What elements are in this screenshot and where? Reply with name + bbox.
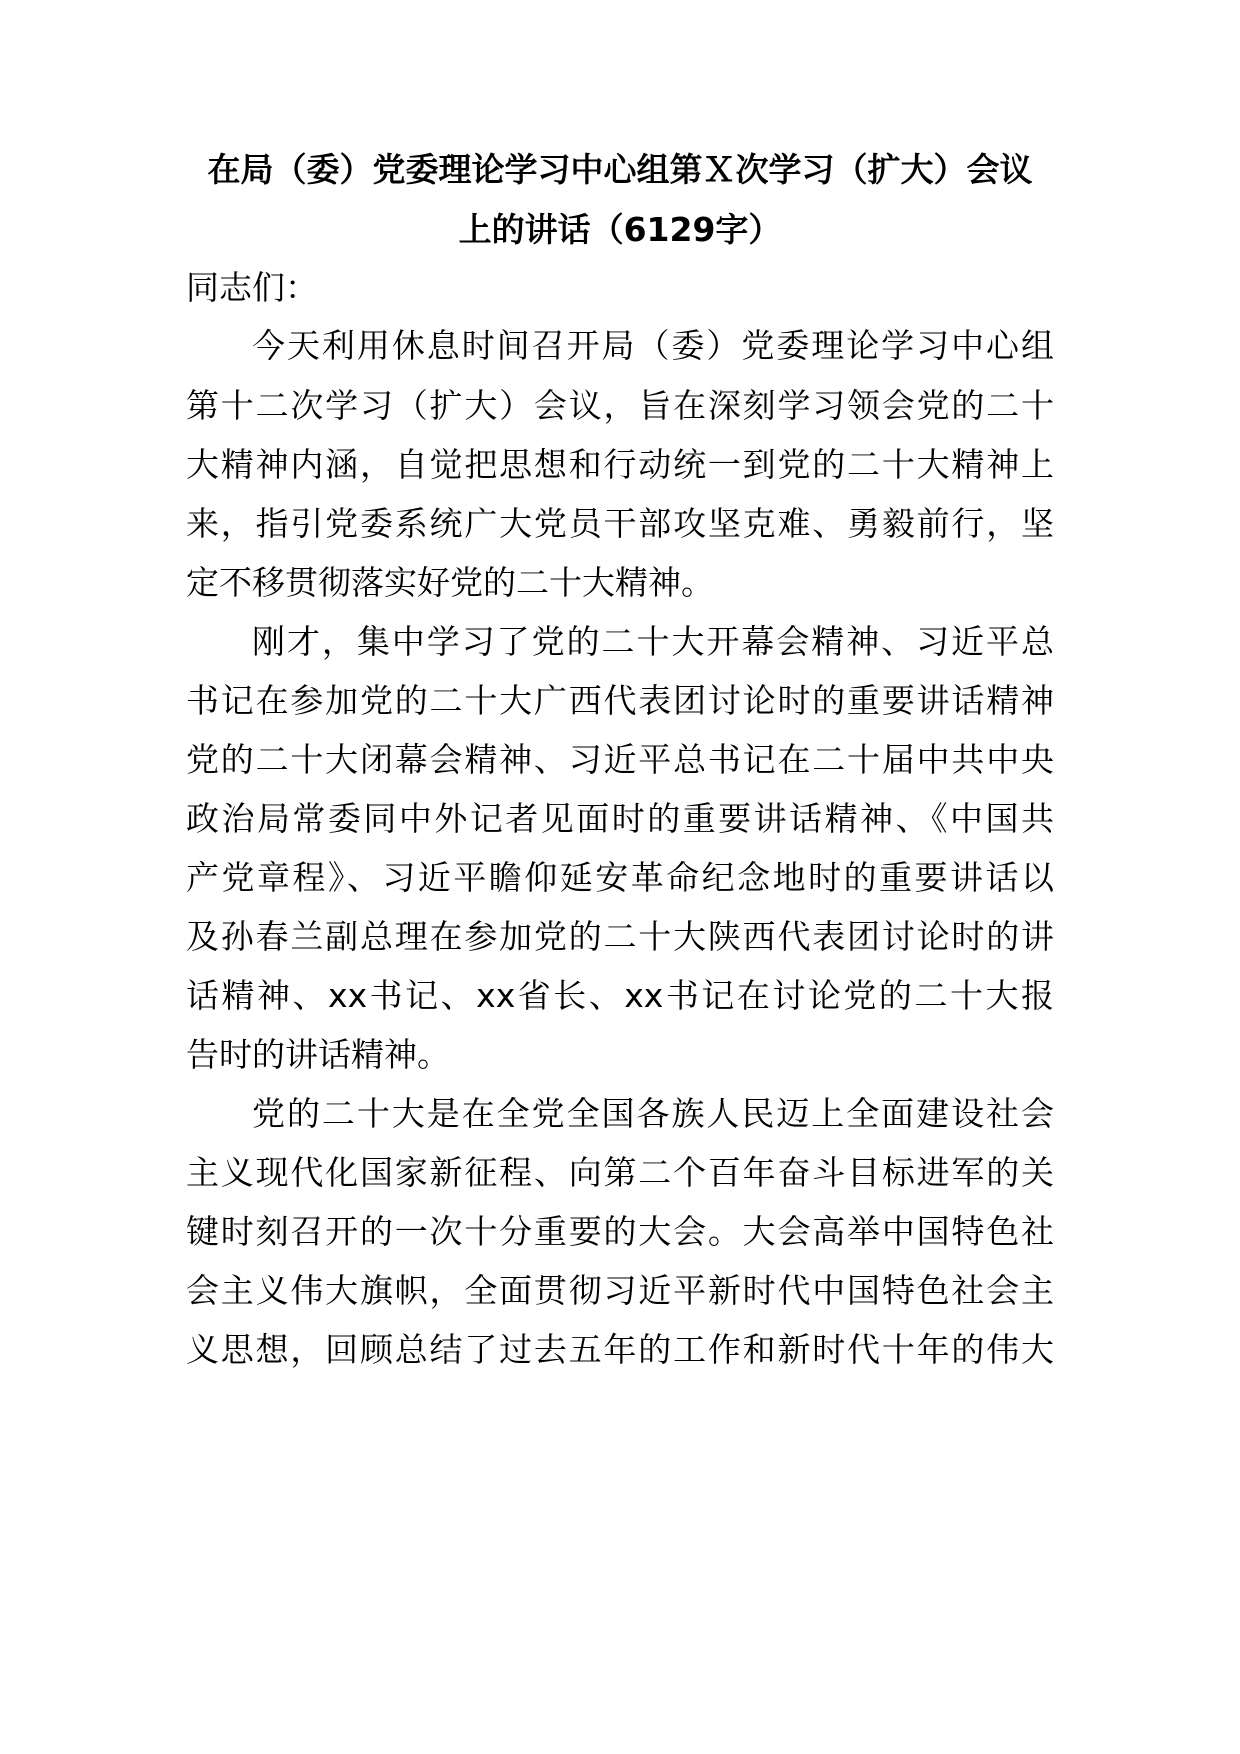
paragraph-2-line-2: 书记在参加党的二十大广西代表团讨论时的重要讲话精神	[186, 681, 1054, 720]
paragraph-2-line-3: 党的二十大闭幕会精神、习近平总书记在二十届中共中央	[186, 740, 1054, 779]
document-title-line-1: 在局（委）党委理论学习中心组第Ｘ次学习（扩大）会议	[207, 150, 1033, 189]
document-title-line-2: 上的讲话（6129字）	[458, 210, 782, 249]
paragraph-2-line-7: 话精神、xx书记、xx省长、xx书记在讨论党的二十大报	[186, 976, 1054, 1015]
paragraph-1-line-2: 第十二次学习（扩大）会议，旨在深刻学习领会党的二十	[186, 386, 1054, 425]
paragraph-3-line-5: 义思想，回顾总结了过去五年的工作和新时代十年的伟大	[186, 1330, 1054, 1369]
paragraph-3-line-3: 键时刻召开的一次十分重要的大会。大会高举中国特色社	[186, 1212, 1054, 1251]
paragraph-3-line-2: 主义现代化国家新征程、向第二个百年奋斗目标进军的关	[186, 1153, 1054, 1192]
paragraph-2-line-5: 产党章程》、习近平瞻仰延安革命纪念地时的重要讲话以	[186, 858, 1054, 897]
paragraph-2-line-6: 及孙春兰副总理在参加党的二十大陕西代表团讨论时的讲	[186, 917, 1054, 956]
paragraph-3-line-1: 党的二十大是在全党全国各族人民迈上全面建设社会	[252, 1094, 1054, 1133]
paragraph-2-line-8: 告时的讲话精神。	[186, 1035, 450, 1074]
paragraph-2-line-4: 政治局常委同中外记者见面时的重要讲话精神、《中国共	[186, 799, 1054, 838]
paragraph-1-line-1: 今天利用休息时间召开局（委）党委理论学习中心组	[252, 326, 1054, 365]
paragraph-3-line-4: 会主义伟大旗帜，全面贯彻习近平新时代中国特色社会主	[186, 1271, 1054, 1310]
paragraph-2-line-1: 刚才，集中学习了党的二十大开幕会精神、习近平总	[252, 622, 1054, 661]
paragraph-1-line-3: 大精神内涵，自觉把思想和行动统一到党的二十大精神上	[186, 445, 1054, 484]
paragraph-1-line-4: 来，指引党委系统广大党员干部攻坚克难、勇毅前行，坚	[186, 504, 1054, 543]
salutation: 同志们：	[186, 268, 318, 307]
paragraph-1-line-5: 定不移贯彻落实好党的二十大精神。	[186, 563, 714, 602]
